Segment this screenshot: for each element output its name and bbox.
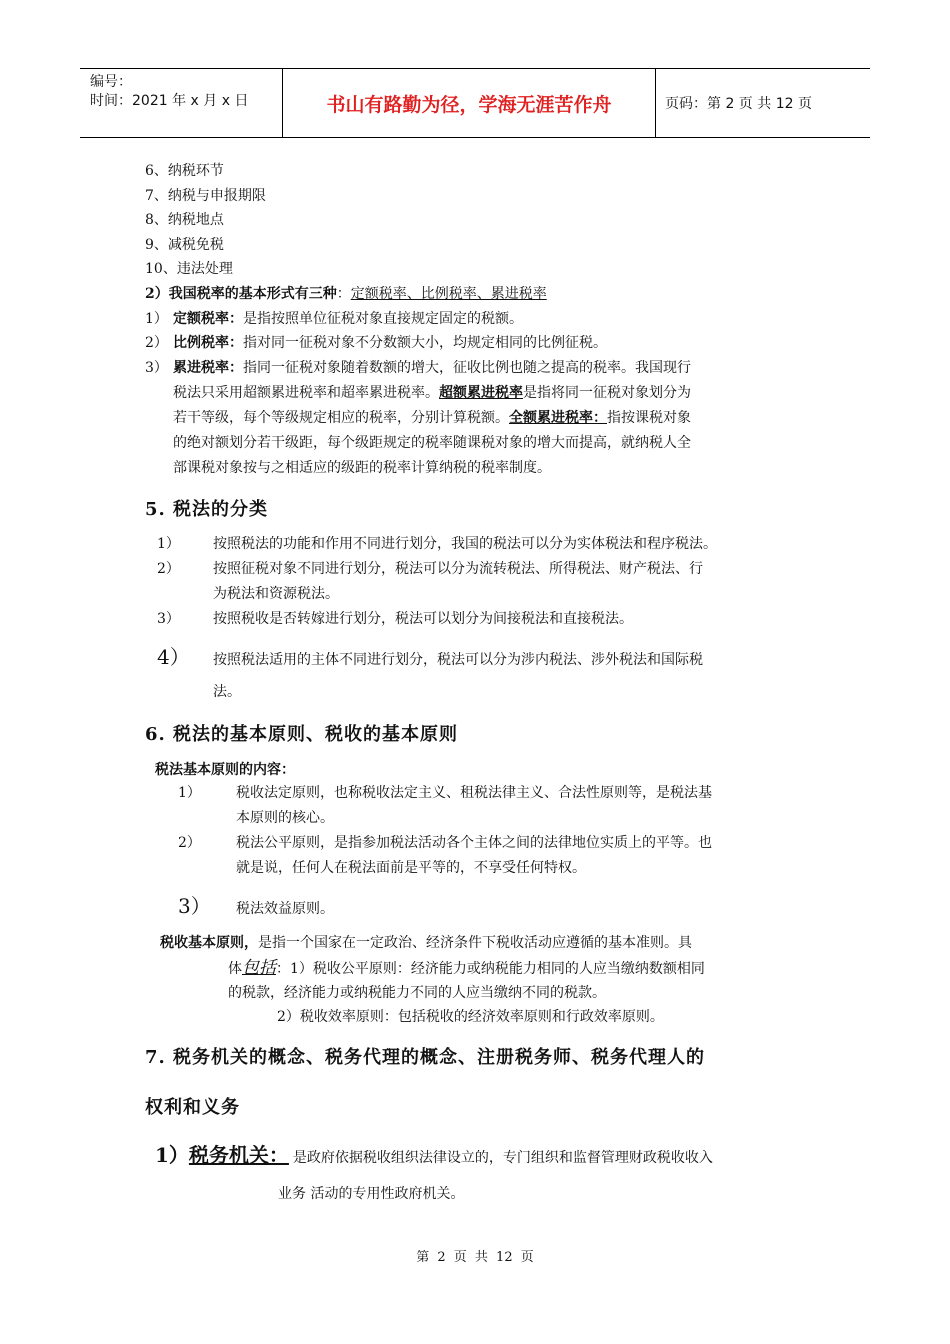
text-span: 税法只采用超额累进税率和超率累进税率。 <box>173 385 439 401</box>
list-number: 1） <box>178 785 201 801</box>
list-number: 1） <box>157 536 180 552</box>
tax-principle-paragraph <box>160 931 692 955</box>
rates-intro-colon: ： <box>336 286 351 302</box>
list-number: 3） <box>178 894 211 918</box>
definition-item <box>155 1141 713 1172</box>
definition-text-continuation: 业务 活动的专用性政府机关。 <box>278 1186 465 1202</box>
list-number: 2） <box>178 835 201 851</box>
rate-term: 超额累进税率 <box>439 385 523 401</box>
rate-definition: 指对同一征税对象不分数额大小，均规定相同的比例征税。 <box>243 335 607 351</box>
list-item-continuation: 法。 <box>213 684 241 700</box>
rate-definition: 指同一征税对象随着数额的增大，征收比例也随之提高的税率。我国现行 <box>243 360 691 376</box>
definition-term: 税务机关： <box>188 1143 289 1167</box>
text-span: 体 <box>228 961 242 977</box>
list-item: 6、纳税环节 <box>145 163 224 179</box>
subsection-heading: 税法基本原则的内容： <box>155 762 295 778</box>
section-heading: 5. 税法的分类 <box>145 499 269 520</box>
rate-definition-line <box>173 406 691 430</box>
rate-item <box>173 356 691 380</box>
text-span: ：1）税收公平原则：经济能力或纳税能力相同的人应当缴纳数额相同 <box>276 961 705 977</box>
list-item: 8、纳税地点 <box>145 212 224 228</box>
rate-definition-line: 的绝对额划分若干级距，每个级距规定的税率随课税对象的增大而提高，就纳税人全 <box>173 435 691 451</box>
header-motto: 书山有路勤为径，学海无涯苦作舟 <box>326 93 612 116</box>
emphasis-text: 包括 <box>242 958 276 978</box>
rate-number: 1） <box>145 311 168 327</box>
text-span: 是指一个国家在一定政治、经济条件下税收活动应遵循的基本准则。具 <box>258 935 692 951</box>
list-number: 3） <box>157 611 180 627</box>
list-item: 税法公平原则，是指参加税法活动各个主体之间的法律地位实质上的平等。也 <box>236 835 712 851</box>
list-number: 2） <box>157 561 180 577</box>
text-span: 若干等级，每个等级规定相应的税率，分别计算税额。 <box>173 410 509 426</box>
rate-term: 全额累进税率： <box>509 410 607 426</box>
tax-principle-line: 的税款，经济能力或纳税能力不同的人应当缴纳不同的税款。 <box>228 985 606 1001</box>
list-item: 10、违法处理 <box>145 261 233 277</box>
list-item-continuation: 本原则的核心。 <box>236 810 334 826</box>
section-heading-continuation: 权利和义务 <box>145 1097 240 1118</box>
tax-principle-term: 税收基本原则， <box>160 935 258 951</box>
rate-number: 2） <box>145 335 168 351</box>
list-item: 税法效益原则。 <box>236 901 334 917</box>
list-item: 按照征税对象不同进行划分，税法可以分为流转税法、所得税法、财产税法、行 <box>213 561 703 577</box>
rates-intro <box>145 282 547 306</box>
list-item: 7、纳税与申报期限 <box>145 188 266 204</box>
rate-term: 定额税率： <box>173 311 243 327</box>
rate-number: 3） <box>145 360 168 376</box>
rate-definition-line <box>173 381 691 405</box>
header-meta <box>80 69 282 137</box>
text-span: 是指将同一征税对象划分为 <box>523 385 691 401</box>
header-divider <box>655 69 656 137</box>
rate-definition-line: 部课税对象按与之相适应的级距的税率计算纳税的税率制度。 <box>173 460 551 476</box>
list-item: 按照税法的功能和作用不同进行划分，我国的税法可以分为实体税法和程序税法。 <box>213 536 717 552</box>
tax-principle-line <box>228 956 705 981</box>
list-number: 1） <box>155 1143 189 1167</box>
page-header <box>80 68 870 138</box>
rates-intro-heading: 2）我国税率的基本形式有三种 <box>145 286 337 302</box>
rates-forms: 定额税率、比例税率、累进税率 <box>350 286 547 302</box>
list-number: 4） <box>157 645 190 669</box>
rate-term: 比例税率： <box>173 335 243 351</box>
rate-item <box>173 331 607 355</box>
list-item: 按照税法适用的主体不同进行划分，税法可以分为涉内税法、涉外税法和国际税 <box>213 652 703 668</box>
rate-item <box>173 307 523 331</box>
tax-principle-line: 2）税收效率原则：包括税收的经济效率原则和行政效率原则。 <box>277 1009 664 1025</box>
section-heading: 7. 税务机关的概念、税务代理的概念、注册税务师、税务代理人的 <box>145 1047 706 1068</box>
document-number-label: 编号： <box>90 74 132 90</box>
page-footer: 第 2 页 共 12 页 <box>416 1250 534 1265</box>
document-date-label: 时间：2021 年 x 月 x 日 <box>90 93 249 109</box>
text-span: 指按课税对象 <box>607 410 691 426</box>
section-heading: 6. 税法的基本原则、税收的基本原则 <box>145 724 459 745</box>
header-page-number: 页码：第 2 页 共 12 页 <box>665 96 812 112</box>
list-item: 税收法定原则，也称税收法定主义、租税法律主义、合法性原则等，是税法基 <box>236 785 712 801</box>
rate-term: 累进税率： <box>173 360 243 376</box>
definition-text: 是政府依据税收组织法律设立的，专门组织和监督管理财政税收收入 <box>292 1150 713 1166</box>
list-item: 按照税收是否转嫁进行划分，税法可以划分为间接税法和直接税法。 <box>213 611 633 627</box>
rate-definition: 是指按照单位征税对象直接规定固定的税额。 <box>243 311 523 327</box>
list-item-continuation: 就是说，任何人在税法面前是平等的，不享受任何特权。 <box>236 860 586 876</box>
list-item: 9、减税免税 <box>145 237 224 253</box>
list-item-continuation: 为税法和资源税法。 <box>213 586 339 602</box>
